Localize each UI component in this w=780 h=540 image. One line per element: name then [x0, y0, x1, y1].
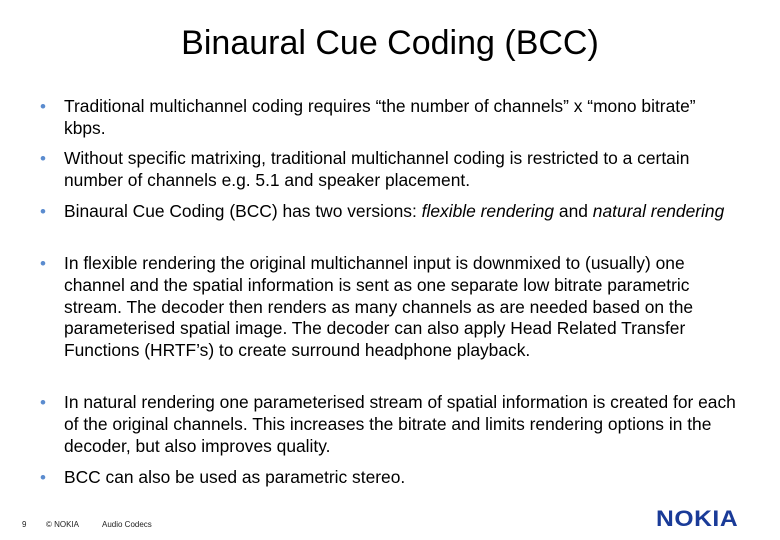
bullet-item: [40, 148, 740, 192]
footer-copyright: © NOKIA: [46, 520, 80, 529]
bullet-item: [40, 201, 740, 223]
bullet-item: [40, 467, 740, 489]
page-number: 9: [22, 520, 27, 529]
bullet-item: [40, 96, 740, 140]
bullet-text: In flexible rendering the original multichannel input is downmixed to (usually) one channel and the spatial information is sent as one separate low bitrate parametric stream. The decoder then renders as many channels as are needed based on the parameterised spatial image. The decoder can also apply Head Related Transfer Functions (HRTF’s) to create surround headphone playback.: [64, 253, 694, 361]
bullet-icon: •: [40, 468, 46, 487]
bullet-text: Without specific matrixing, traditional multichannel coding is restricted to a certain number of channels e.g. 5.1 and speaker placement.: [64, 148, 690, 190]
footer-section: Audio Codecs: [102, 520, 152, 529]
bullet-icon: •: [40, 254, 46, 273]
nokia-logo: NOKIA: [656, 506, 739, 531]
bullet-text: BCC can also be used as parametric stereo.: [64, 467, 406, 487]
slide-title: Binaural Cue Coding (BCC): [181, 24, 599, 62]
bullet-item: [40, 392, 740, 457]
bullet-icon: •: [40, 393, 46, 412]
bullet-text: Traditional multichannel coding requires “the number of channels” x “mono bitrate” kbps.: [64, 96, 696, 138]
bullet-text: In natural rendering one parameterised stream of spatial information is created for each of the original channels. This increases the bitrate and limits rendering options in the decoder, but also improves quality.: [64, 392, 736, 456]
bullet-icon: •: [40, 97, 46, 116]
bullet-icon: •: [40, 149, 46, 168]
bullet-item: [40, 253, 740, 362]
bullet-text: Binaural Cue Coding (BCC) has two versions: flexible rendering and natural rendering: [64, 201, 725, 221]
bullet-icon: •: [40, 202, 46, 221]
